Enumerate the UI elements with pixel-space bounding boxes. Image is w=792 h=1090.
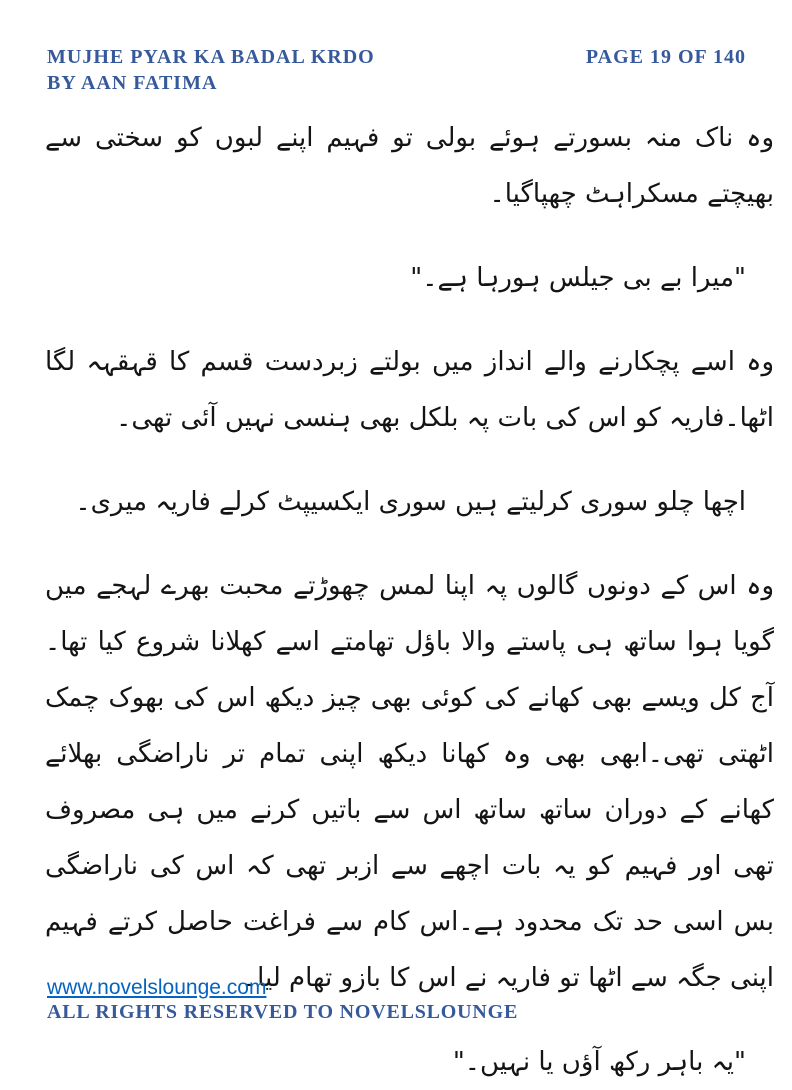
- page-indicator: PAGE 19 OF 140: [585, 46, 746, 68]
- rights-notice: ALL RIGHTS RESERVED TO NOVELSLOUNGE: [47, 1001, 519, 1023]
- page-footer: [47, 975, 518, 1024]
- book-author: BY AAN FATIMA: [47, 72, 218, 94]
- dialogue-paragraph: "یہ باہر رکھ آؤں یا نہیں۔": [452, 1047, 746, 1077]
- page-header: [47, 44, 746, 96]
- body-paragraph: وہ اس کے دونوں گالوں پہ اپنا لمس چھوڑتے محبت بھرے لہجے میں گویا ہوا ساتھ ہی پاستے والا باؤل تھامتے اسے کھلانا شروع کیا تھا۔آج کل ویسے بھی کھانے کی کوئی بھی چیز دیکھ اس کی بھوک چمک اٹھتی تھی۔ابھی بھی وہ کھانا دیکھ اپنی تمام تر ناراضگی بھلائے کھانے کے دوران ساتھ ساتھ اس سے باتیں کرنے میں ہی مصروف تھی اور فہیم کو یہ بات اچھے سے ازبر تھی کہ اس کی ناراضگی بس اسی حد تک محدود ہے۔اس کام سے فراغت حاصل کرتے فہیم اپنی جگہ سے اٹھا تو فاریہ نے اس کا بازو تھام لیا۔: [45, 571, 774, 993]
- body-paragraph: وہ ناک منہ بسورتے ہوئے بولی تو فہیم اپنے لبوں کو سختی سے بھیچتے مسکراہٹ چھپاگیا۔: [45, 123, 774, 209]
- website-link[interactable]: www.novelslounge.com: [47, 976, 267, 999]
- dialogue-paragraph: "میرا بے بی جیلس ہورہا ہے۔": [410, 263, 746, 293]
- page-body: [45, 110, 774, 1090]
- body-paragraph: اچھا چلو سوری کرلیتے ہیں سوری ایکسیپٹ کرلے فاریہ میری۔: [75, 487, 746, 517]
- body-paragraph: وہ اسے پچکارنے والے انداز میں بولتے زبردست قسم کا قہقہہ لگا اٹھا۔فاریہ کو اس کی بات پہ بلکل بھی ہنسی نہیں آئی تھی۔: [45, 347, 774, 433]
- header-title-group: [47, 44, 375, 96]
- novel-page: [0, 44, 792, 1077]
- book-title: MUJHE PYAR KA BADAL KRDO: [47, 46, 375, 68]
